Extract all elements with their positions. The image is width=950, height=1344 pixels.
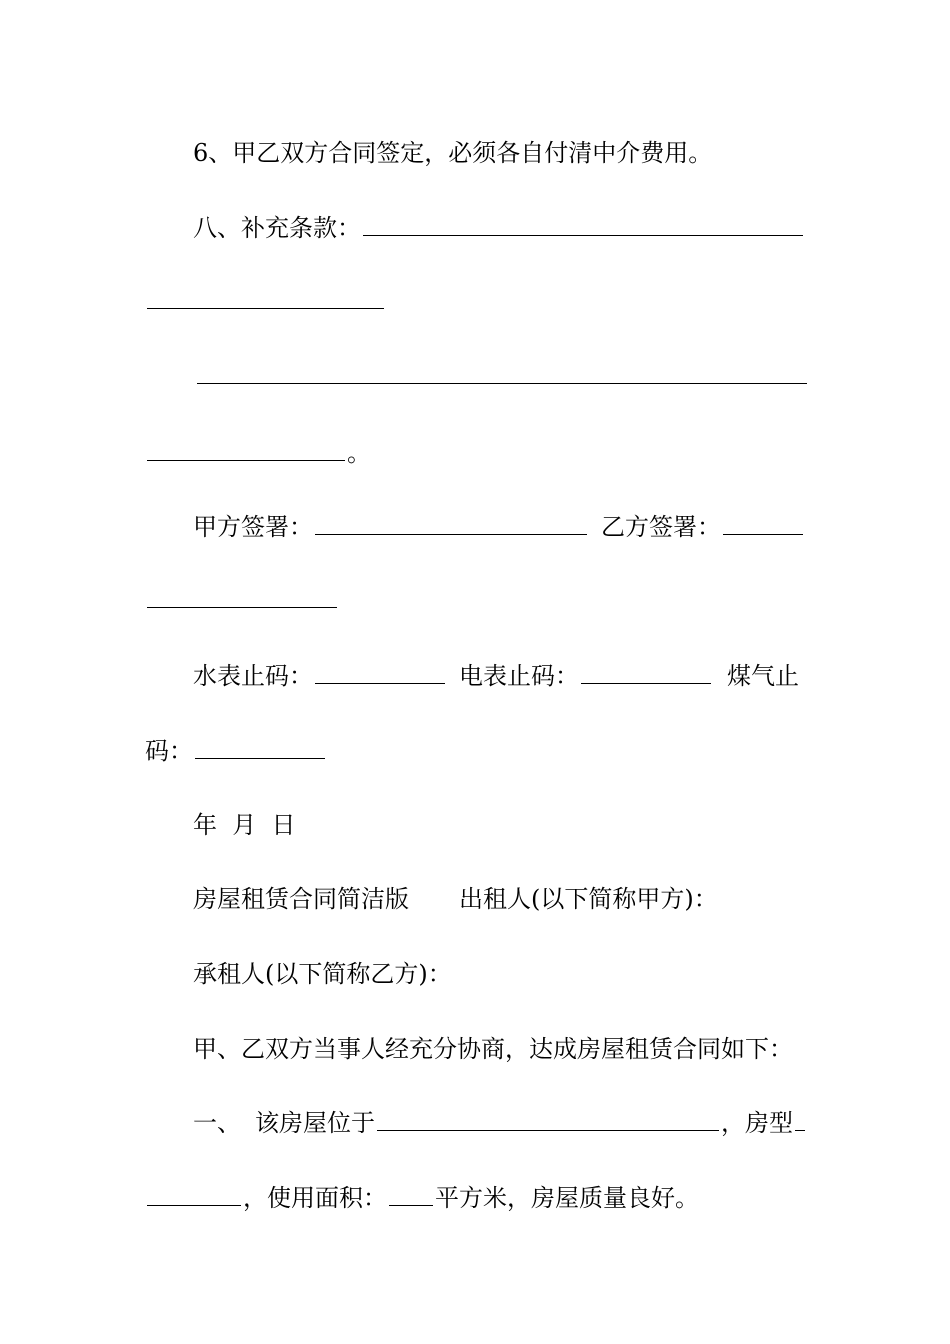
intro-text: 甲、乙双方当事人经充分协商，达成房屋租赁合同如下： [193, 1035, 793, 1063]
water-meter-blank[interactable] [315, 663, 445, 684]
clause-6-text: 6、甲乙双方合同签定，必须各自付清中介费用。 [193, 139, 713, 167]
contract-title: 房屋租赁合同简洁版 [193, 885, 409, 913]
meters-line-2 [145, 736, 327, 766]
clause-6 [193, 138, 712, 168]
room-type-label: ，房型 [721, 1109, 793, 1137]
supplement-end: 。 [347, 439, 371, 467]
lessee-label: 承租人(以下简称乙方)： [193, 960, 452, 988]
power-meter-label: 电表止码： [459, 662, 579, 690]
gas-meter-blank[interactable] [195, 738, 325, 759]
power-meter-blank[interactable] [581, 663, 711, 684]
date-text: 年 月 日 [193, 811, 296, 839]
supplement-line-3 [195, 363, 809, 384]
party-b-sign-label: 乙方签署： [601, 513, 721, 541]
meters [193, 661, 799, 691]
clause-1 [193, 1108, 807, 1138]
room-type-blank-2[interactable] [147, 1185, 241, 1206]
water-meter-label: 水表止码： [193, 662, 313, 690]
supplement-blank-2[interactable] [147, 288, 384, 309]
clause-1-line-2 [145, 1183, 699, 1213]
clause-8 [193, 213, 805, 243]
lessor-label: 出租人(以下简称甲方)： [459, 885, 718, 913]
area-blank[interactable] [389, 1185, 433, 1206]
intro-line [193, 1034, 793, 1064]
signatures [193, 512, 805, 542]
location-blank[interactable] [377, 1110, 719, 1131]
gas-meter-label-2: 码： [145, 737, 193, 765]
party-b-sign-blank-2[interactable] [147, 587, 337, 608]
lessee-line [193, 959, 452, 989]
supplement-blank-4[interactable] [147, 440, 345, 461]
party-b-sign-blank[interactable] [723, 514, 803, 535]
room-type-blank-1[interactable] [795, 1110, 805, 1131]
signature-line-2 [145, 587, 339, 608]
location-label: 该房屋位于 [255, 1109, 375, 1137]
supplement-line-2 [145, 288, 386, 309]
gas-meter-label-1: 煤气止 [727, 662, 799, 690]
area-label: ，使用面积： [243, 1184, 387, 1212]
area-unit-text: 平方米，房屋质量良好。 [435, 1184, 699, 1212]
supplement-blank-3[interactable] [197, 363, 807, 384]
supplement-blank-1[interactable] [363, 215, 803, 236]
clause-8-label: 八、补充条款： [193, 214, 361, 242]
clause-1-number: 一、 [193, 1109, 241, 1137]
party-a-sign-blank[interactable] [315, 514, 587, 535]
party-a-sign-label: 甲方签署： [193, 513, 313, 541]
date-line [193, 810, 296, 840]
supplement-line-4 [145, 438, 371, 468]
contract-heading [193, 884, 718, 914]
